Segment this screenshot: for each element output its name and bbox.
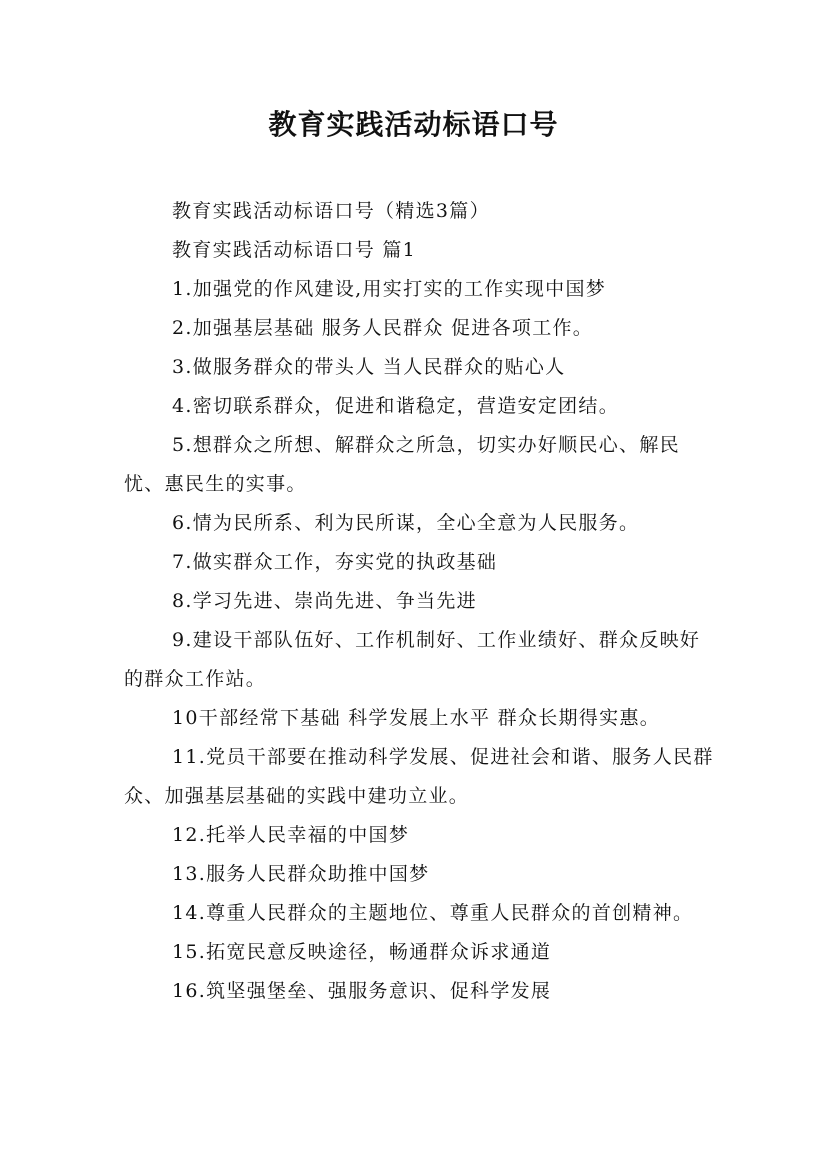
document-title: 教育实践活动标语口号 — [268, 108, 559, 141]
slogan-item: 2.加强基层基础 服务人民群众 促进各项工作。 — [172, 317, 594, 339]
slogan-item: 5.想群众之所想、解群众之所急，切实办好顺民心、解民忧、惠民生的实事。 — [124, 434, 680, 495]
slogan-item: 13.服务人民群众助推中国梦 — [172, 863, 430, 885]
slogan-item: 15.拓宽民意反映途径，畅通群众诉求通道 — [172, 941, 552, 963]
paragraph-section-heading: 教育实践活动标语口号 篇1 — [172, 239, 417, 261]
slogan-item: 11.党员干部要在推动科学发展、促进社会和谐、服务人民群众、加强基层基础的实践中建功立业。 — [124, 746, 714, 807]
slogan-item: 1.加强党的作风建设,用实打实的工作实现中国梦 — [172, 278, 607, 300]
slogan-item: 14.尊重人民群众的主题地位、尊重人民群众的首创精神。 — [172, 902, 694, 924]
slogan-item: 7.做实群众工作，夯实党的执政基础 — [172, 551, 498, 573]
paragraph-intro: 教育实践活动标语口号（精选3篇） — [172, 200, 490, 222]
document-body — [124, 192, 714, 1011]
slogan-item: 10干部经常下基础 科学发展上水平 群众长期得实惠。 — [172, 707, 661, 729]
slogan-item: 12.托举人民幸福的中国梦 — [172, 824, 410, 846]
slogan-item: 4.密切联系群众，促进和谐稳定，营造安定团结。 — [172, 395, 620, 417]
slogan-item: 6.情为民所系、利为民所谋，全心全意为人民服务。 — [172, 512, 640, 534]
slogan-item: 16.筑坚强堡垒、强服务意识、促科学发展 — [172, 980, 552, 1002]
slogan-item: 9.建设干部队伍好、工作机制好、工作业绩好、群众反映好的群众工作站。 — [124, 629, 701, 690]
slogan-item: 8.学习先进、崇尚先进、争当先进 — [172, 590, 477, 612]
slogan-item: 3.做服务群众的带头人 当人民群众的贴心人 — [172, 356, 566, 378]
